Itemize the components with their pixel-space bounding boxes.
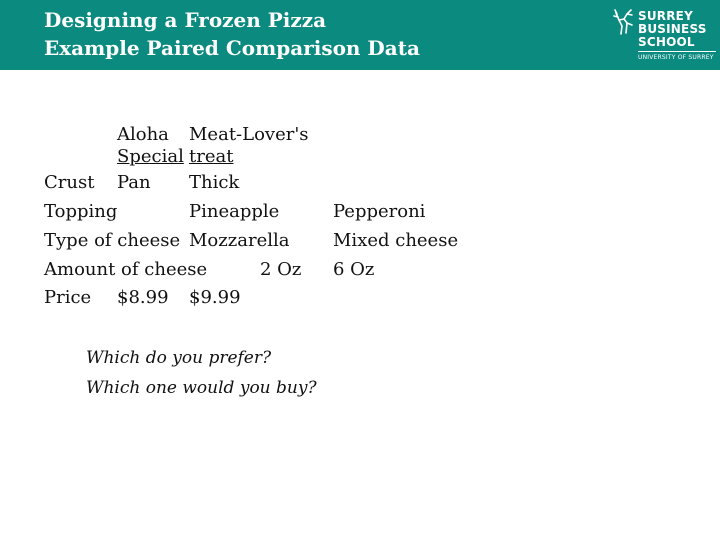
cell-price-option-1: $8.99 (117, 287, 169, 308)
column-header-2-line-1: Meat-Lover's (189, 124, 309, 145)
row-label-amount-of-cheese: Amount of cheese (44, 259, 208, 280)
cell-cheese-amount-option-1: 2 Oz (260, 259, 302, 280)
stag-icon (612, 8, 636, 36)
row-label-price: Price (44, 287, 92, 308)
slide-title-line-2: Example Paired Comparison Data (44, 36, 420, 60)
cell-cheese-amount-option-2: 6 Oz (333, 259, 375, 280)
question-prefer: Which do you prefer? (86, 348, 272, 368)
cell-cheese-type-option-2: Mixed cheese (333, 230, 459, 251)
row-label-crust: Crust (44, 172, 95, 193)
cell-crust-option-2: Thick (189, 172, 240, 193)
question-buy: Which one would you buy? (86, 378, 317, 398)
row-label-topping: Topping (44, 201, 118, 222)
logo-text-school: SCHOOL (638, 35, 695, 49)
column-header-1-line-1: Aloha (117, 124, 169, 145)
column-header-2-line-2: treat (189, 146, 234, 167)
logo-text-university: UNIVERSITY OF SURREY (638, 54, 714, 61)
cell-topping-option-2: Pepperoni (333, 201, 426, 222)
logo-text-surrey: SURREY (638, 9, 693, 23)
logo-text-business: BUSINESS (638, 22, 707, 36)
logo-divider (638, 51, 716, 52)
row-label-type-of-cheese: Type of cheese (44, 230, 181, 251)
cell-cheese-type-option-1: Mozzarella (189, 230, 290, 251)
cell-price-option-2: $9.99 (189, 287, 241, 308)
cell-topping-option-1: Pineapple (189, 201, 280, 222)
column-header-1-line-2: Special (117, 146, 184, 167)
cell-crust-option-1: Pan (117, 172, 151, 193)
surrey-business-school-logo (612, 6, 716, 64)
slide-title-line-1: Designing a Frozen Pizza (44, 8, 327, 32)
title-banner (0, 0, 720, 70)
